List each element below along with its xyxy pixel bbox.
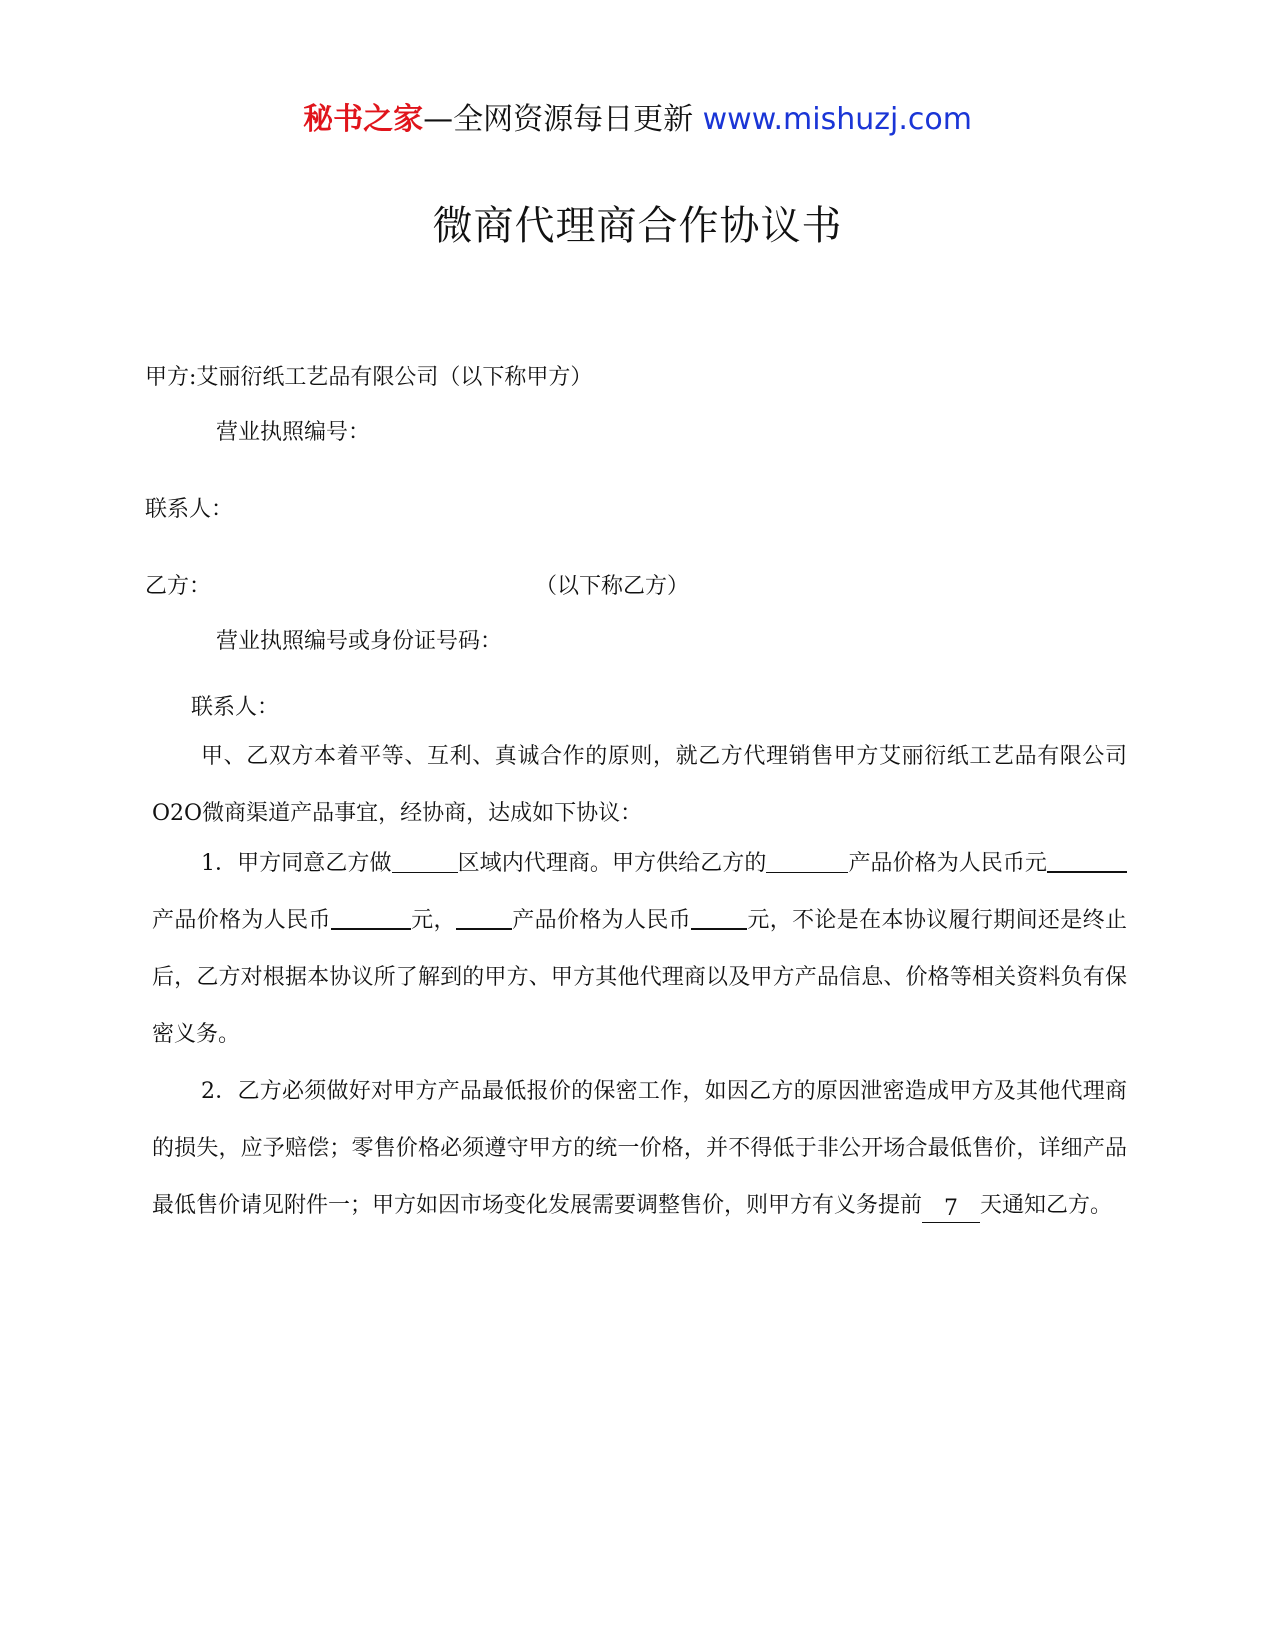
blank-price[interactable] <box>691 902 747 930</box>
intro-paragraph: 甲、乙双方本着平等、互利、真诚合作的原则，就乙方代理销售甲方艾丽衍纸工艺品有限公司O2O微商渠道产品事宜，经协商，达成如下协议： <box>152 744 1127 826</box>
party-a-line: 甲方:艾丽衍纸工艺品有限公司（以下称甲方） <box>145 365 593 390</box>
clause-1-text: 元，不论是在本协议履行期间还是终止后，乙方对根据本协议所了解到的甲方、甲方其他代理商以及甲方产品信息、价格等相关资料负有保密义务。 <box>152 908 1127 1047</box>
brand-name: 秘书之家 <box>303 102 424 137</box>
clause-2-text: 天通知乙方。 <box>980 1193 1113 1218</box>
clause-1-text: 1．甲方同意乙方做 <box>201 851 392 876</box>
document-title: 微商代理商合作协议书 <box>432 203 843 249</box>
party-a-contact: 联系人： <box>145 497 234 522</box>
party-a-license: 营业执照编号： <box>216 420 371 445</box>
clause-1-text: 产品价格为人民币 <box>152 908 331 933</box>
blank-product[interactable] <box>1047 845 1127 873</box>
party-b-note: （以下称乙方） <box>535 574 690 599</box>
header-banner <box>0 100 1275 140</box>
clause-1-text: 区域内代理商。甲方供给乙方的 <box>457 851 767 876</box>
banner-slogan: —全网资源每日更新 <box>423 102 694 137</box>
blank-product[interactable] <box>456 902 512 930</box>
clause-1-text: 元， <box>410 908 456 933</box>
clause-2 <box>152 1063 1127 1234</box>
clause-2-text: 2．乙方必须做好对甲方产品最低报价的保密工作，如因乙方的原因泄密造成甲方及其他代理商的损失，应予赔偿；零售价格必须遵守甲方的统一价格，并不得低于非公开场合最低售价，详细产品最低售价请见附件一；甲方如因市场变化发展需要调整售价，则甲方有义务提前 <box>152 1079 1127 1218</box>
blank-price[interactable] <box>331 902 411 930</box>
party-b-contact: 联系人： <box>191 695 280 720</box>
notice-days-blank[interactable]: 7 <box>922 1196 980 1223</box>
website-link[interactable]: www.mishuzj.com <box>702 102 972 137</box>
party-b-license: 营业执照编号或身份证号码： <box>216 629 503 654</box>
blank-product[interactable] <box>766 846 848 873</box>
party-b-label: 乙方： <box>145 574 212 599</box>
clause-1-text: 产品价格为人民币 <box>511 908 692 933</box>
clause-1 <box>152 835 1127 1063</box>
clause-1-text: 产品价格为人民币元 <box>848 851 1047 876</box>
blank-region[interactable] <box>392 846 458 873</box>
